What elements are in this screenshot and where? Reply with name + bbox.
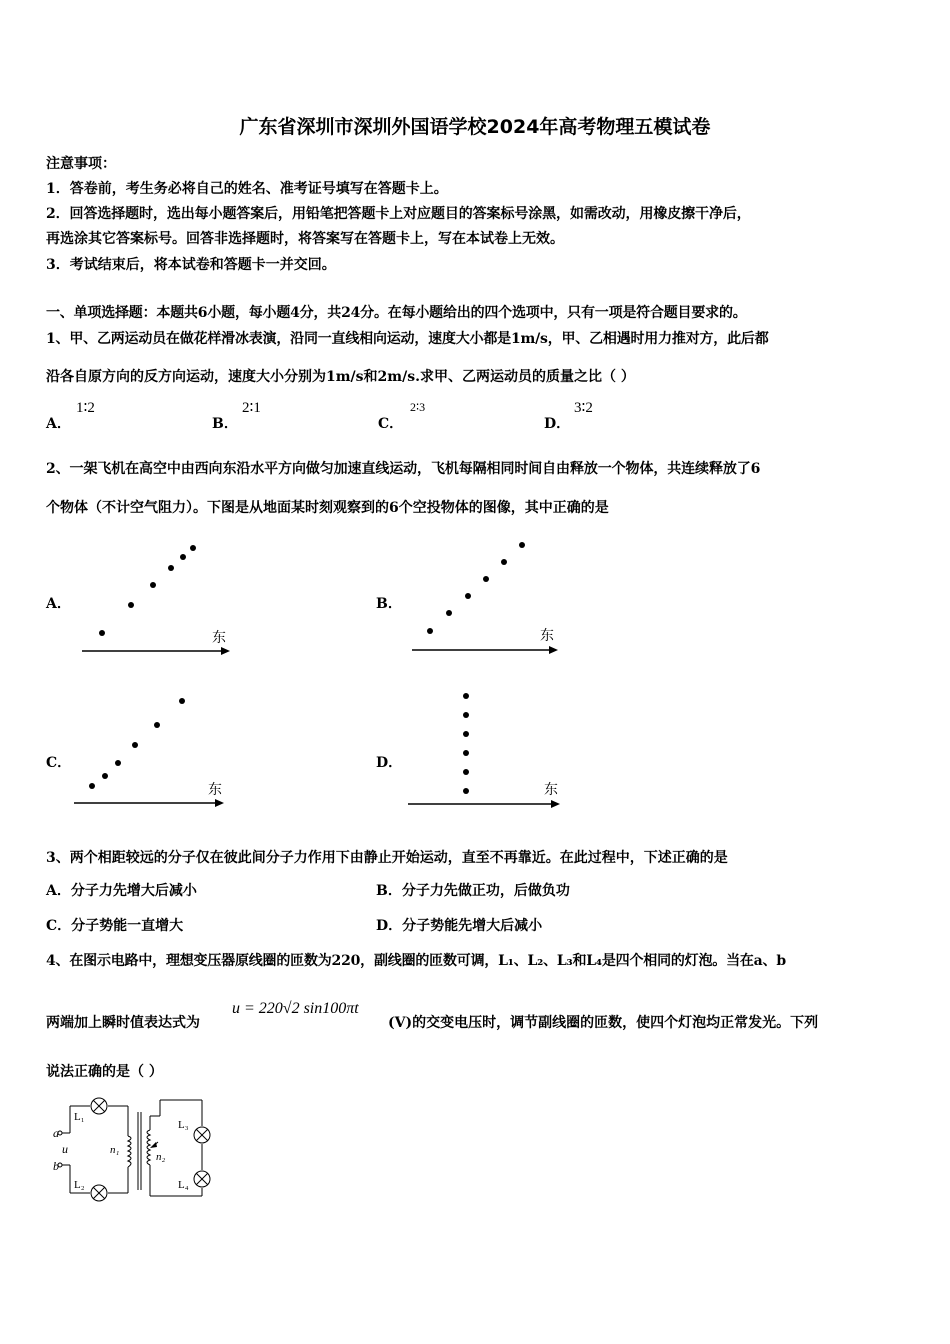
label-l4: L₄ xyxy=(178,1179,189,1191)
notes-item-1: 1．答卷前，考生务必将自己的姓名、准考证号填写在答题卡上。 xyxy=(46,181,448,197)
east-arrow-icon xyxy=(221,647,230,655)
label-l2: L₂ xyxy=(74,1179,85,1191)
drop-point xyxy=(463,750,469,756)
q2-figure-d xyxy=(404,684,569,814)
q3-stem: 3、两个相距较远的分子仅在彼此间分子力作用下由静止开始运动，直至不再靠近。在此过程中，下述正确的是 xyxy=(46,850,728,866)
q2-stem-cont: 个物体（不计空气阻力）。下图是从地面某时刻观察到的6个空投物体的图像，其中正确的是 xyxy=(46,500,609,516)
drop-point xyxy=(483,576,489,582)
q2-stem: 2、一架飞机在高空中由西向东沿水平方向做匀加速直线运动，飞机每隔相同时间自由释放一个物体，共连续释放了6 xyxy=(46,461,761,477)
q4-stem-part2: (V)的交变电压时，调节副线圈的匝数，使四个灯泡均正常发光。下列 xyxy=(388,1015,819,1031)
drop-point xyxy=(128,602,134,608)
east-label: 东 xyxy=(544,783,558,798)
drop-point xyxy=(501,559,507,565)
q2-option-a-label: A． xyxy=(46,596,71,612)
notes-item-3: 3．考试结束后，将本试卷和答题卡一并交回。 xyxy=(46,257,336,273)
q3-option-d: D．分子势能先增大后减小 xyxy=(376,918,543,934)
q3-option-b: B．分子力先做正功，后做负功 xyxy=(376,883,570,899)
drop-point xyxy=(465,593,471,599)
east-arrow-icon xyxy=(551,800,560,808)
drop-point xyxy=(463,712,469,718)
q2-option-d-label: D． xyxy=(376,755,403,771)
drop-point xyxy=(463,788,469,794)
drop-point xyxy=(154,722,160,728)
label-a: a xyxy=(53,1126,59,1140)
q1-option-b-label: B． xyxy=(212,416,238,432)
q4-formula: u = 220√2 sin100πt xyxy=(232,1000,359,1017)
label-l1: L₁ xyxy=(74,1111,85,1123)
east-label: 东 xyxy=(540,629,554,644)
q4-stem-part3: 说法正确的是（ ） xyxy=(46,1064,163,1080)
drop-point xyxy=(180,554,186,560)
q2-figure-b xyxy=(406,536,566,661)
label-u: u xyxy=(62,1142,68,1156)
drop-point xyxy=(89,783,95,789)
page-title: 广东省深圳市深圳外国语学校2024年高考物理五模试卷 xyxy=(239,116,711,138)
q2-figure-a xyxy=(78,536,238,661)
label-n2: n₂ xyxy=(156,1151,166,1163)
q1-stem-cont: 沿各自原方向的反方向运动，速度大小分别为1m/s和2m/s.求甲、乙两运动员的质量之比（ ） xyxy=(46,369,635,385)
drop-point xyxy=(190,545,196,551)
drop-point xyxy=(99,630,105,636)
drop-point xyxy=(463,769,469,775)
drop-point xyxy=(463,731,469,737)
drop-point xyxy=(168,565,174,571)
notes-item-2-cont: 再选涂其它答案标号。回答非选择题时，将答案写在答题卡上，写在本试卷上无效。 xyxy=(46,231,564,247)
notes-item-2: 2．回答选择题时，选出每小题答案后，用铅笔把答题卡上对应题目的答案标号涂黑，如需改动，用橡皮擦干净后， xyxy=(46,206,751,222)
east-label: 东 xyxy=(208,783,222,798)
east-arrow-icon xyxy=(215,799,224,807)
drop-point xyxy=(463,693,469,699)
q4-circuit-diagram xyxy=(52,1092,222,1210)
drop-point xyxy=(519,542,525,548)
notes-heading: 注意事项： xyxy=(46,156,116,172)
drop-point xyxy=(446,610,452,616)
q2-figure-c xyxy=(70,690,230,815)
q1-option-a-label: A． xyxy=(46,416,71,432)
q4-stem: 4、在图示电路中，理想变压器原线圈的匝数为220，副线圈的匝数可调，L₁、L₂、L₃和L₄是四个相同的灯泡。当在a、b xyxy=(46,953,786,969)
drop-point xyxy=(132,742,138,748)
q1-stem: 1、甲、乙两运动员在做花样滑冰表演，沿同一直线相向运动，速度大小都是1m/s，甲、乙相遇时用力推对方，此后都 xyxy=(46,331,769,347)
section-heading: 一、单项选择题：本题共6小题，每小题4分，共24分。在每小题给出的四个选项中，只有一项是符合题目要求的。 xyxy=(46,305,747,321)
drop-point xyxy=(115,760,121,766)
q3-option-c: C．分子势能一直增大 xyxy=(46,918,184,934)
drop-point xyxy=(150,582,156,588)
q1-option-b-value: 2∶1 xyxy=(242,400,261,416)
drop-point xyxy=(427,628,433,634)
east-arrow-icon xyxy=(549,646,558,654)
q1-option-d-label: D． xyxy=(544,416,571,432)
q2-option-b-label: B． xyxy=(376,596,402,612)
q1-option-c-label: C． xyxy=(378,416,404,432)
label-l3: L₃ xyxy=(178,1119,189,1131)
q1-option-a-value: 1∶2 xyxy=(76,400,95,416)
q3-option-a: A．分子力先增大后减小 xyxy=(46,883,197,899)
q2-option-c-label: C． xyxy=(46,755,72,771)
drop-point xyxy=(102,773,108,779)
label-n1: n₁ xyxy=(110,1144,120,1156)
drop-point xyxy=(179,698,185,704)
east-label: 东 xyxy=(212,631,226,646)
q1-option-c-value: 2∶3 xyxy=(410,400,426,414)
q4-stem-part1: 两端加上瞬时值表达式为 xyxy=(46,1015,200,1031)
label-b: b xyxy=(53,1159,59,1173)
q1-option-d-value: 3∶2 xyxy=(574,400,593,416)
